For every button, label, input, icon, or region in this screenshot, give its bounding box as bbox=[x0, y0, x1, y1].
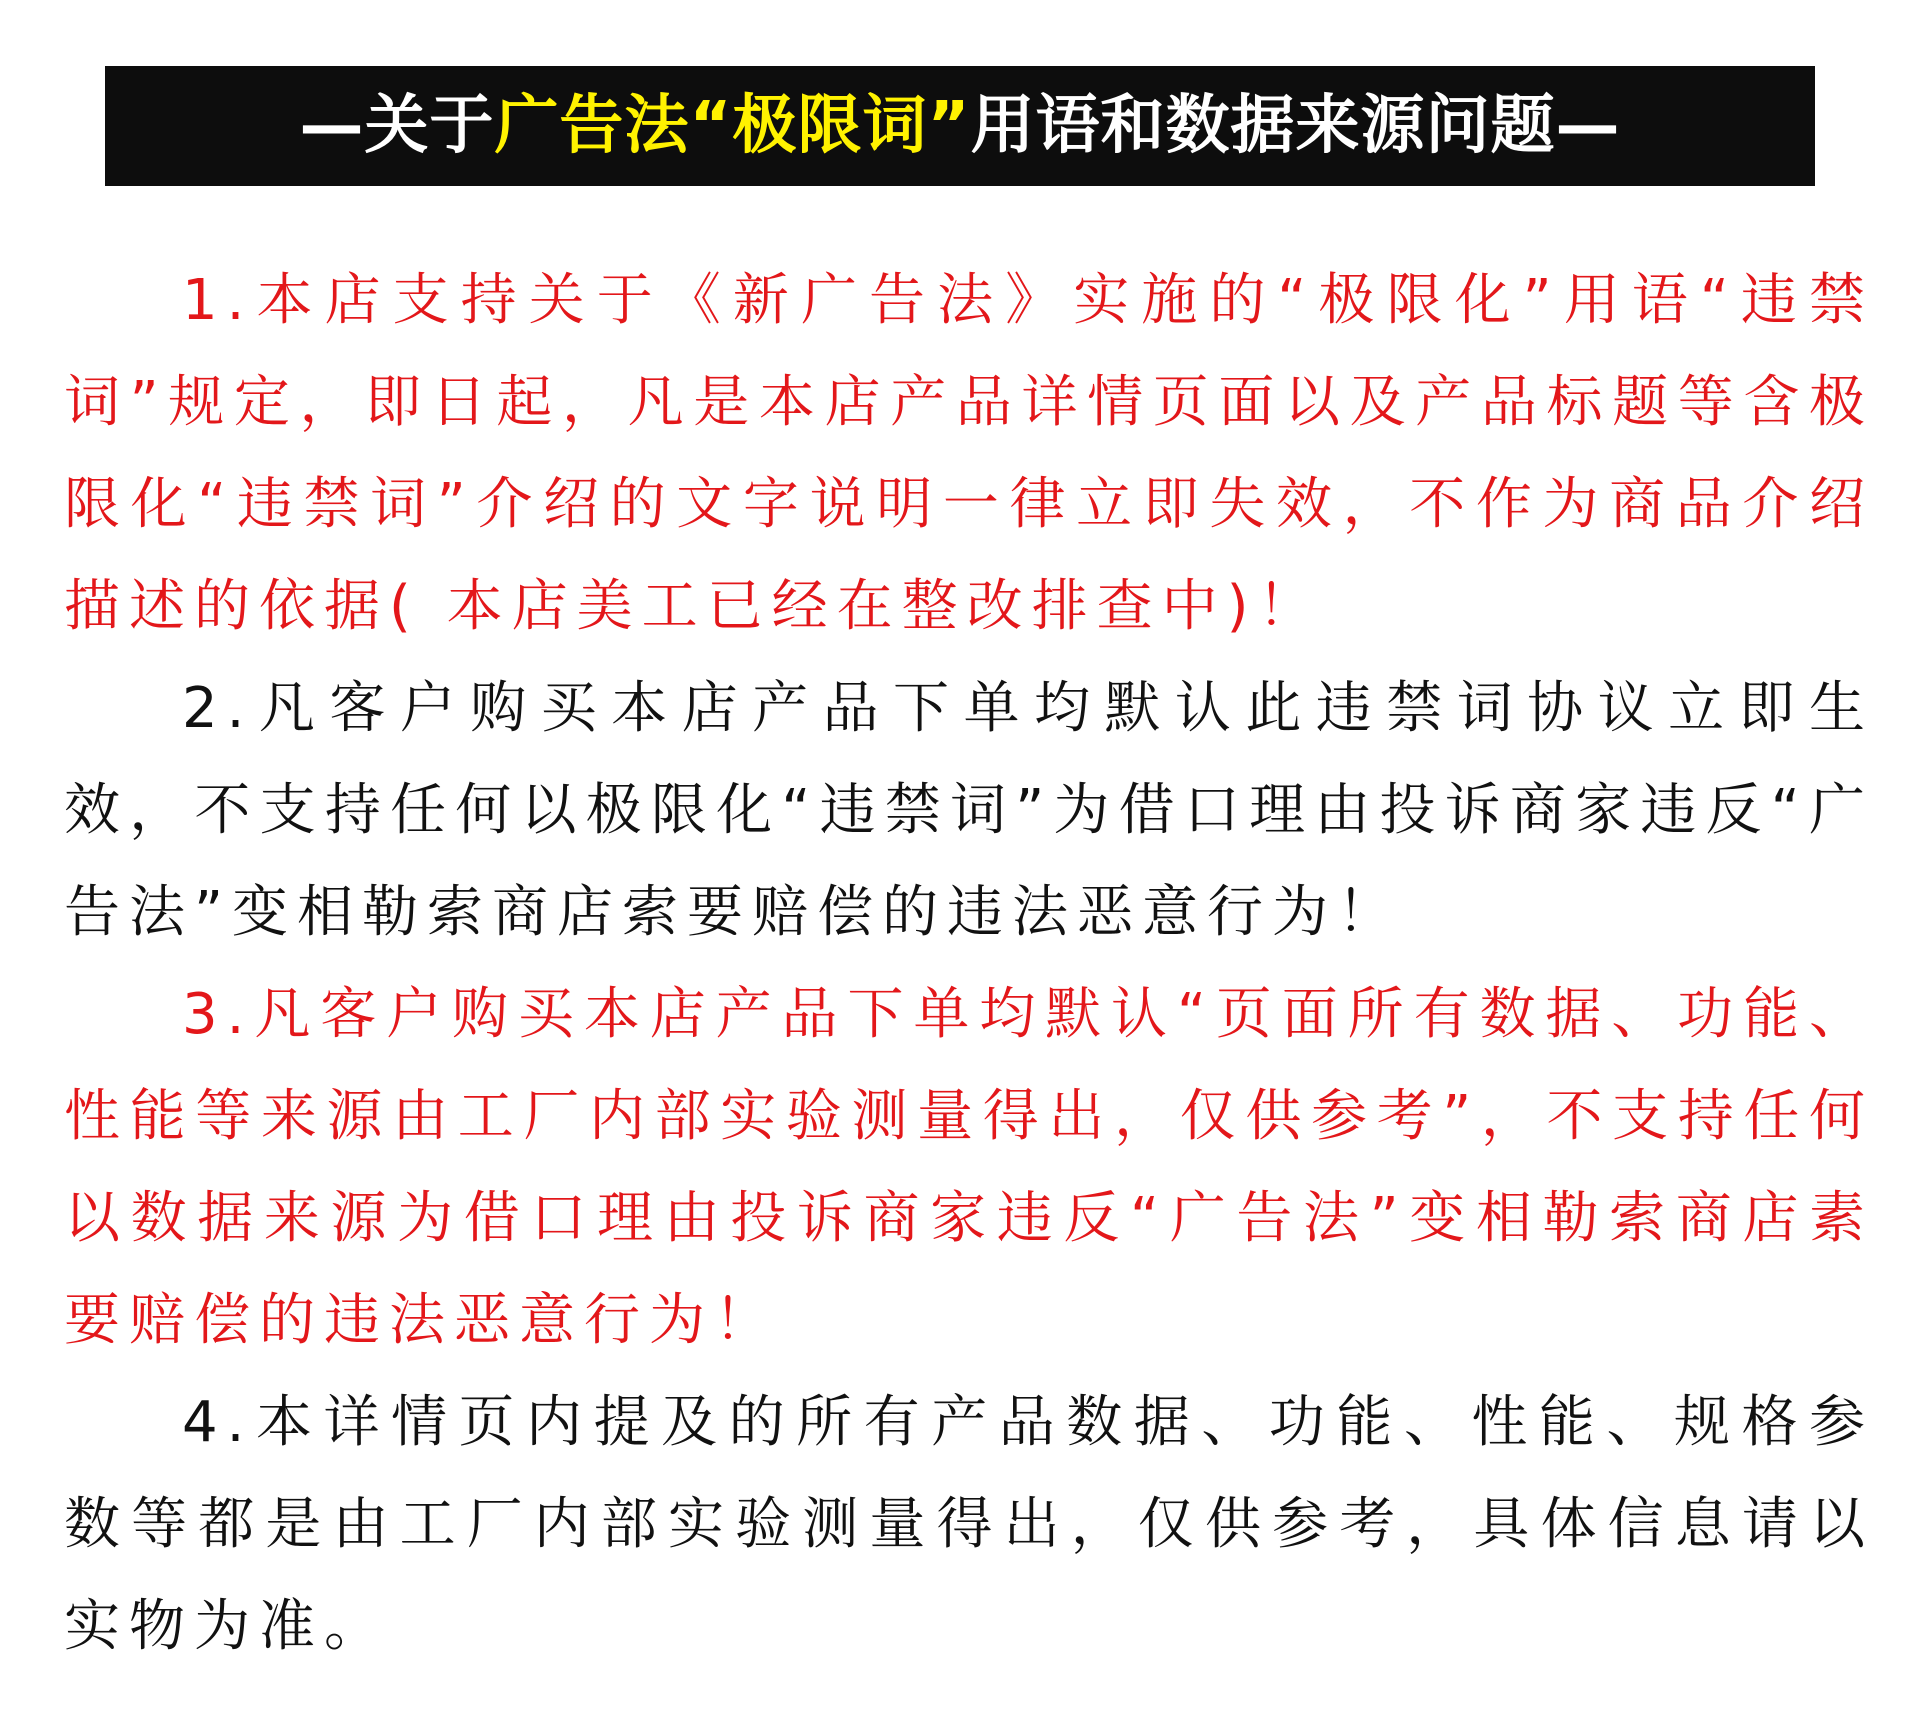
title-banner bbox=[105, 66, 1815, 186]
banner-title bbox=[299, 89, 1621, 163]
notice-paragraph-2: 2.凡客户购买本店产品下单均默认此违禁词协议立即生效，不支持任何以极限化“违禁词”为借口理由投诉商家违反“广告法”变相勒索商店索要赔偿的违法恶意行为！ bbox=[64, 676, 1874, 945]
notice-paragraph-4: 4.本详情页内提及的所有产品数据、功能、性能、规格参数等都是由工厂内部实验测量得出，仅供参考，具体信息请以实物为准。 bbox=[64, 1390, 1874, 1659]
title-prefix: —关于 bbox=[299, 89, 495, 163]
title-highlight-ad-law: 广告法 bbox=[494, 89, 690, 163]
notice-paragraph-1: 1.本店支持关于《新广告法》实施的“极限化”用语“违禁词”规定，即日起，凡是本店产品详情页面以及产品标题等含极限化“违禁词”介绍的文字说明一律立即失效，不作为商品介绍描述的依据( 本店美工已经在整改排查中)！ bbox=[64, 268, 1874, 639]
title-suffix: 用语和数据来源问题— bbox=[970, 89, 1621, 163]
title-highlight-extreme-words: “极限词” bbox=[689, 89, 971, 163]
notice-paragraph-3: 3.凡客户购买本店产品下单均默认“页面所有数据、功能、性能等来源由工厂内部实验测量得出，仅供参考”，不支持任何以数据来源为借口理由投诉商家违反“广告法”变相勒索商店素要赔偿的违法恶意行为！ bbox=[64, 982, 1874, 1353]
notice-body bbox=[64, 250, 1874, 1678]
